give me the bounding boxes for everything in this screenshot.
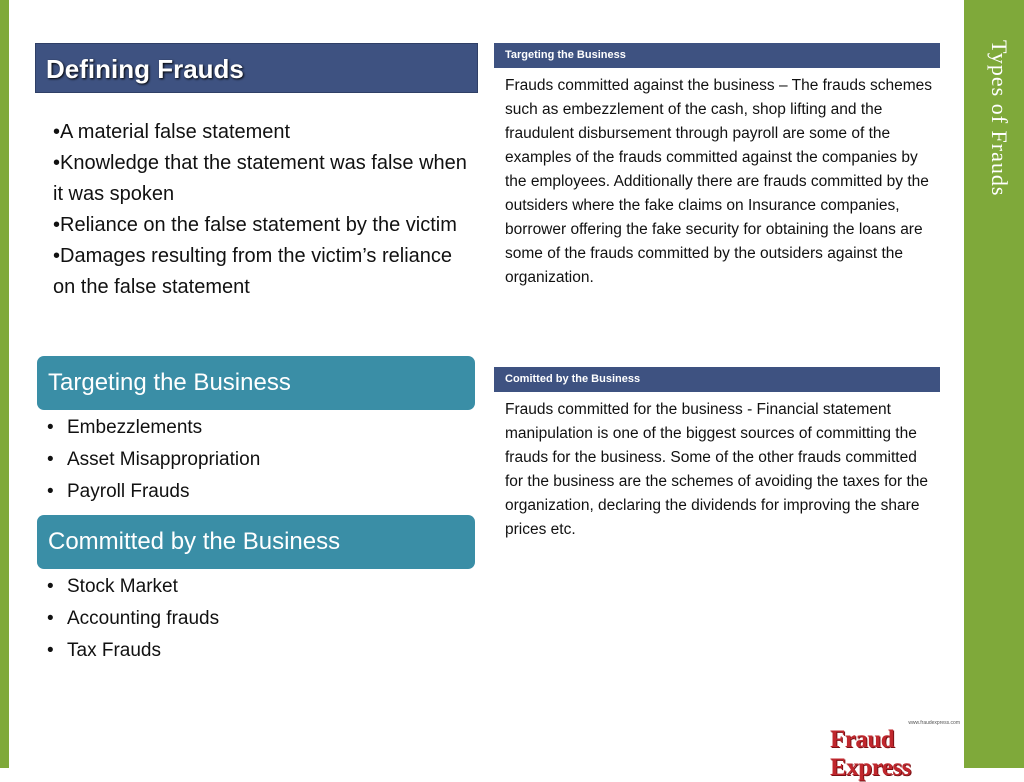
list-item: • Asset Misappropriation: [47, 444, 467, 476]
bullet-icon: •: [47, 449, 54, 470]
slide-title: Types of Frauds: [987, 40, 1012, 197]
panel-header-committed: Comitted by the Business: [494, 367, 940, 392]
bullet-icon: •: [47, 640, 54, 661]
fraud-express-logo: www.fraudexpress.com Fraud Express: [830, 720, 960, 781]
defining-frauds-list: [53, 117, 478, 303]
list-item: • Accounting frauds: [47, 603, 467, 635]
list-item: • Payroll Frauds: [47, 476, 467, 508]
committed-business-box: Committed by the Business: [37, 515, 475, 569]
list-item: • Stock Market: [47, 571, 467, 603]
targeting-business-box: Targeting the Business: [37, 356, 475, 410]
defining-frauds-header: Defining Frauds: [35, 43, 478, 93]
list-item: •Damages resulting from the victim’s reliance on the false statement: [53, 245, 453, 298]
committed-bullets: [47, 571, 467, 667]
left-accent-bar: [0, 0, 9, 768]
list-item: •Knowledge that the statement was false when it was spoken: [53, 152, 467, 205]
panel-body-targeting: Frauds committed against the business – The frauds schemes such as embezzlement of the cash, shop lifting and the fraudulent disbursement through payroll are some of the examples of the frauds committed against the companies by the employees. Additionally there are frauds committed by the outsiders where the fake claims on Insurance companies, borrower offering the fake security for obtaining the loans are some of the frauds committed by the outsiders against the organization.: [505, 77, 933, 286]
bullet-icon: •: [47, 481, 54, 502]
bullet-icon: •: [47, 576, 54, 597]
bullet-icon: •: [47, 608, 54, 629]
bullet-icon: •: [47, 417, 54, 438]
targeting-bullets: [47, 412, 467, 508]
list-item: •A material false statement: [53, 121, 291, 143]
list-item: • Tax Frauds: [47, 635, 467, 667]
list-item: •Reliance on the false statement by the victim: [53, 214, 457, 236]
panel-header-targeting: Targeting the Business: [494, 43, 940, 68]
list-item: • Embezzlements: [47, 412, 467, 444]
panel-body-committed: Frauds committed for the business - Financial statement manipulation is one of the biggest sources of committing the frauds for the business. Some of the other frauds committed for the business are the schemes of avoiding the taxes for the organization, declaring the dividends for improving the share prices etc.: [505, 401, 929, 538]
